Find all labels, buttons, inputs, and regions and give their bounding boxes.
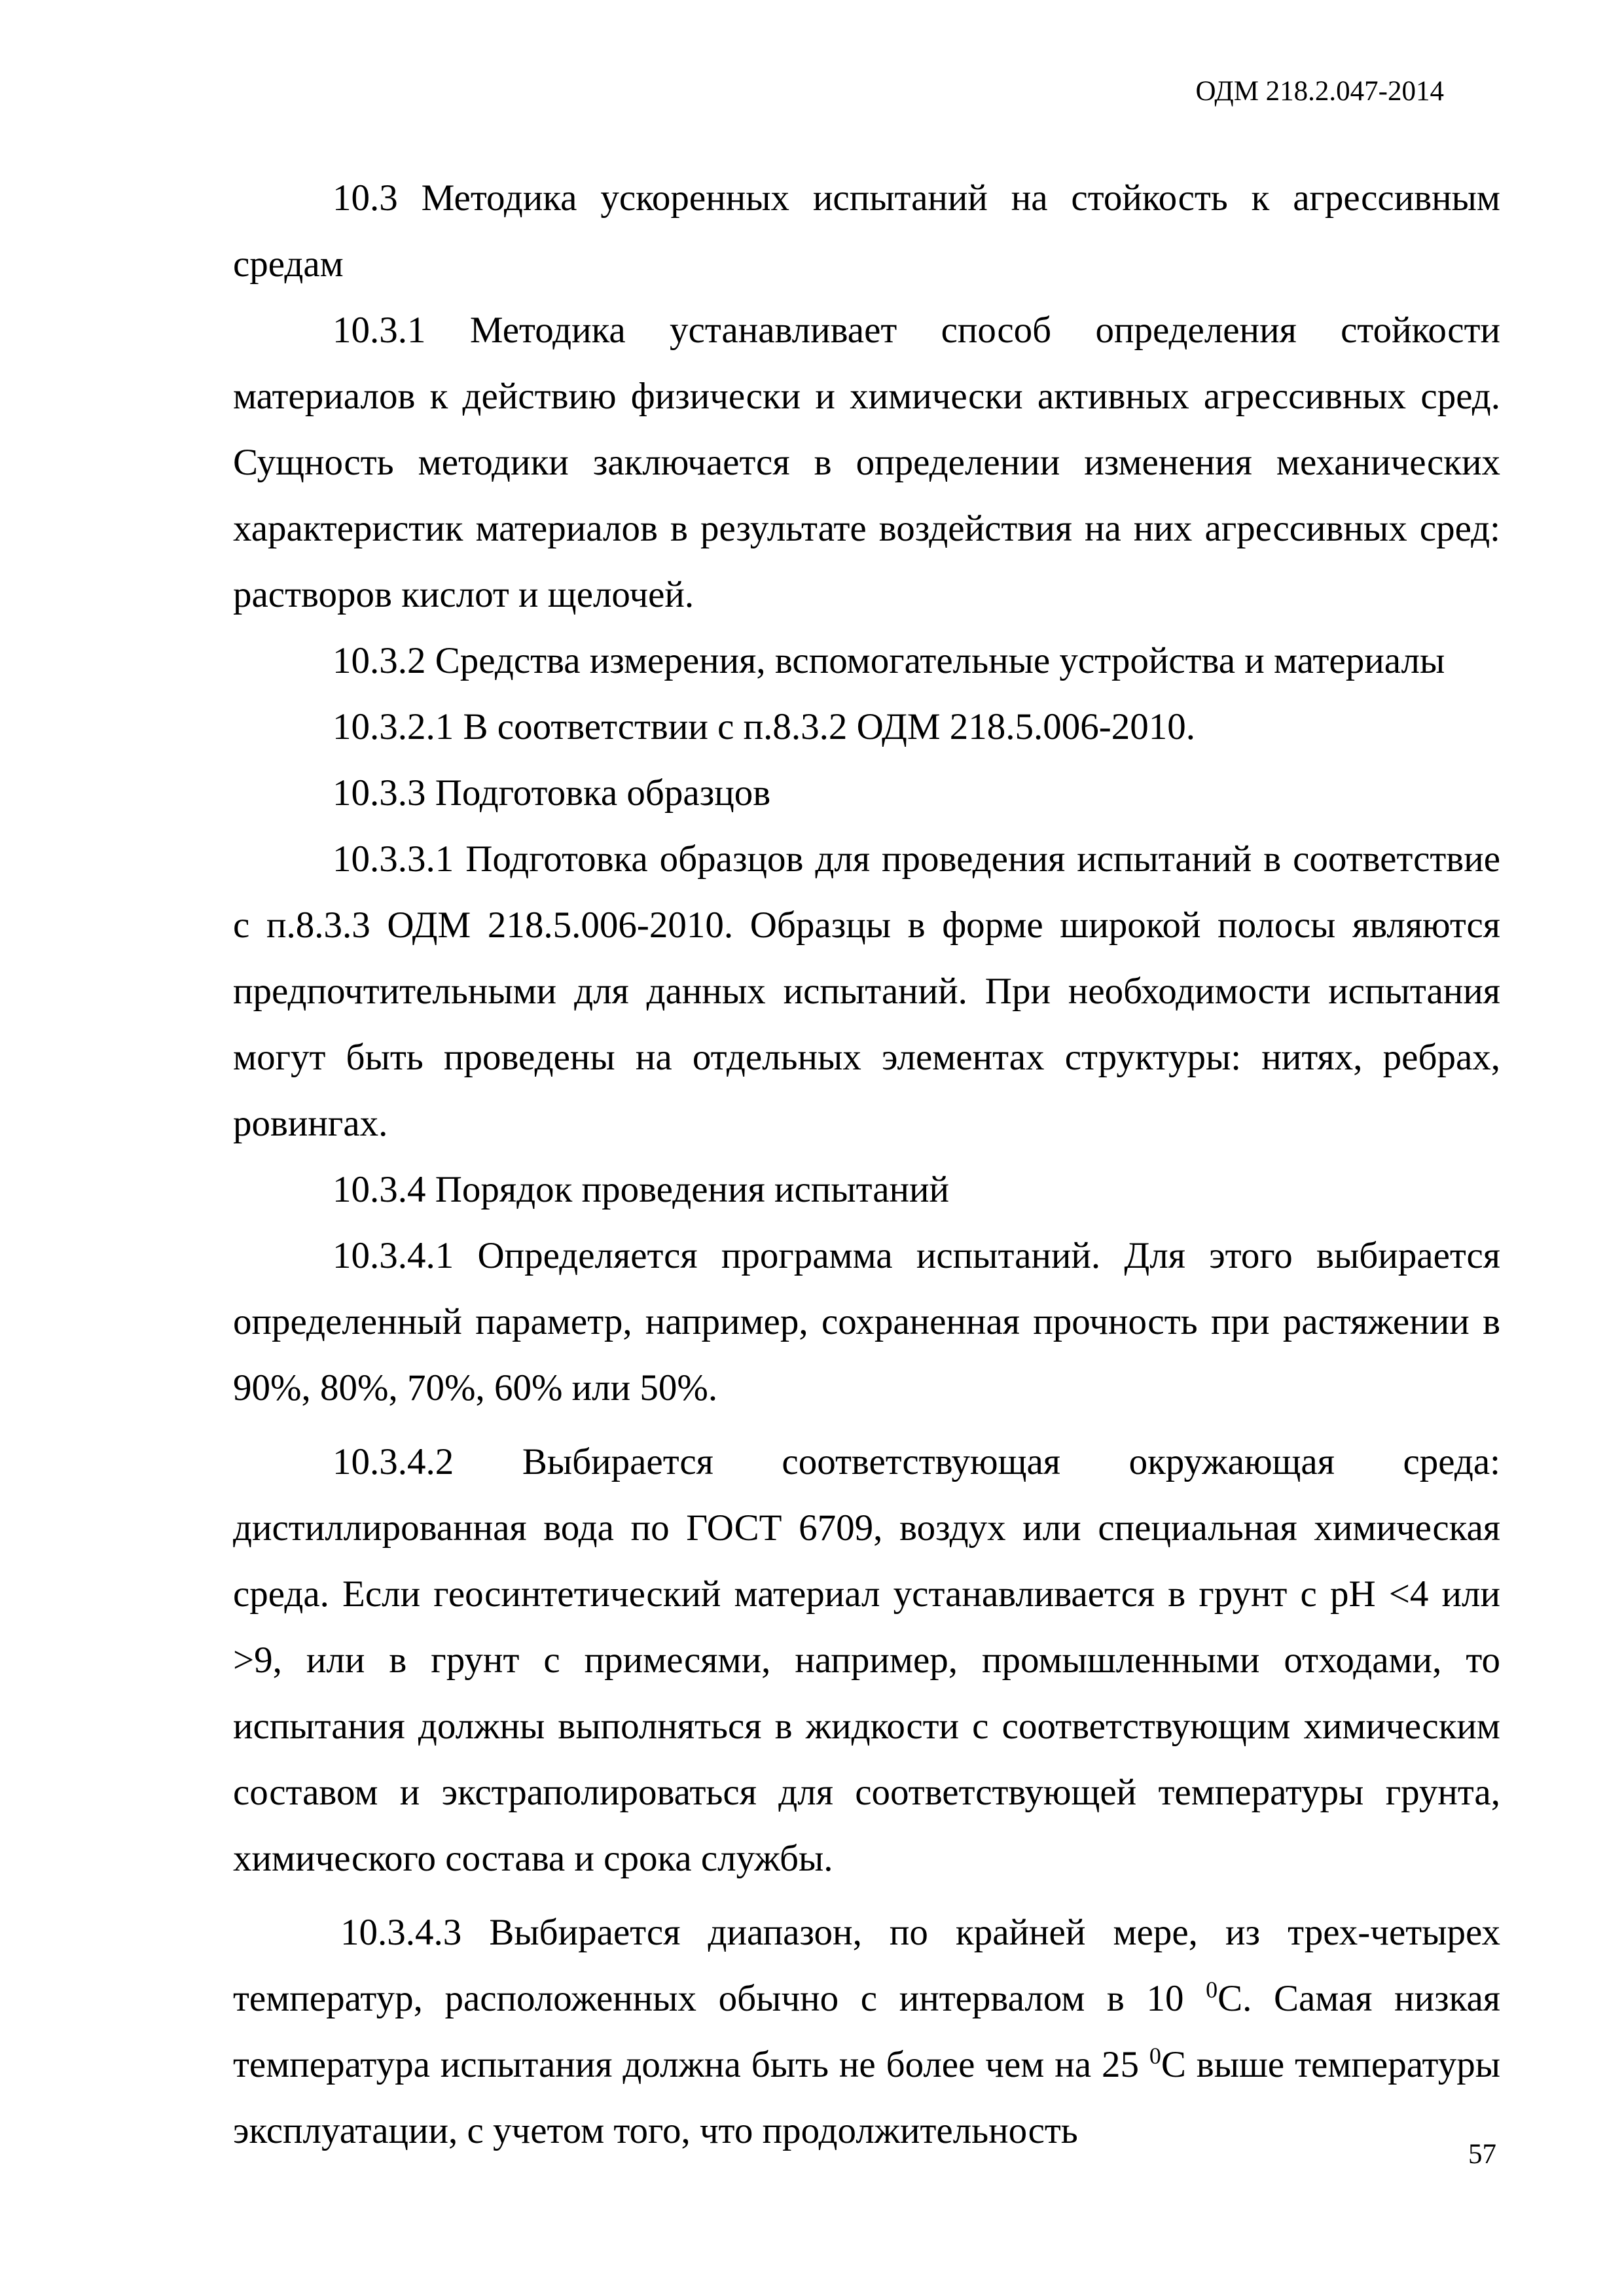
paragraph-10-3-4-3-text-1: 10.3.4.3 Выбирается диапазон, по крайней мере, из трех-четырех температур, расположенных обычно с интервалом в 10	[233, 1912, 1500, 2019]
paragraph-10-3-4-3-text-3: С выше температуры эксплуатации, с учетом того, что продолжительность	[233, 2044, 1500, 2151]
paragraph-10-3-4-3	[233, 1899, 1500, 2164]
section-heading-10-3-3: 10.3.3 Подготовка образцов	[333, 772, 771, 814]
document-code: ОДМ 218.2.047-2014	[1195, 76, 1444, 107]
degree-superscript-1: 0	[1206, 1977, 1218, 2003]
section-heading-10-3-4: 10.3.4 Порядок проведения испытаний	[333, 1169, 950, 1210]
page-number: 57	[1468, 2139, 1496, 2170]
paragraph-10-3-4-2: 10.3.4.2 Выбирается соответствующая окружающая среда: дистиллированная вода по ГОСТ 6709, воздух или специальная химическая среда. Если геосинтетический материал устанавливается в грунт с pH <4 или >9, или в грунт с примесями, например, промышленными отходами, то испытания должны выполняться в жидкости с соответствующим химическим составом и экстраполироваться для соответствующей температуры грунта, химического состава и срока службы.	[233, 1441, 1500, 1879]
paragraph-10-3-1: 10.3.1 Методика устанавливает способ определения стойкости материалов к действию физически и химически активных агрессивных сред. Сущность методики заключается в определении изменения механических характеристик материалов в результате воздействия на них агрессивных сред: растворов кислот и щелочей.	[233, 310, 1500, 615]
paragraph-10-3-4-1: 10.3.4.1 Определяется программа испытаний. Для этого выбирается определенный параметр, например, сохраненная прочность при растяжении в 90%, 80%, 70%, 60% или 50%.	[233, 1235, 1500, 1408]
document-body	[233, 165, 1500, 2164]
section-heading-10-3: 10.3 Методика ускоренных испытаний на стойкость к агрессивным средам	[233, 177, 1500, 285]
paragraph-10-3-2-1: 10.3.2.1 В соответствии с п.8.3.2 ОДМ 218.5.006-2010.	[333, 706, 1196, 747]
section-heading-10-3-2: 10.3.2 Средства измерения, вспомогательные устройства и материалы	[333, 640, 1445, 681]
paragraph-10-3-3-1: 10.3.3.1 Подготовка образцов для проведения испытаний в соответствие с п.8.3.3 ОДМ 218.5.006-2010. Образцы в форме широкой полосы являются предпочтительными для данных испытаний. При необходимости испытания могут быть проведены на отдельных элементах структуры: нитях, ребрах, ровингах.	[233, 838, 1500, 1144]
paragraph-10-3-4-3-text-2: С. Самая низкая температура испытания должна быть не более чем на 25	[233, 1978, 1500, 2085]
degree-superscript-2: 0	[1149, 2043, 1161, 2069]
